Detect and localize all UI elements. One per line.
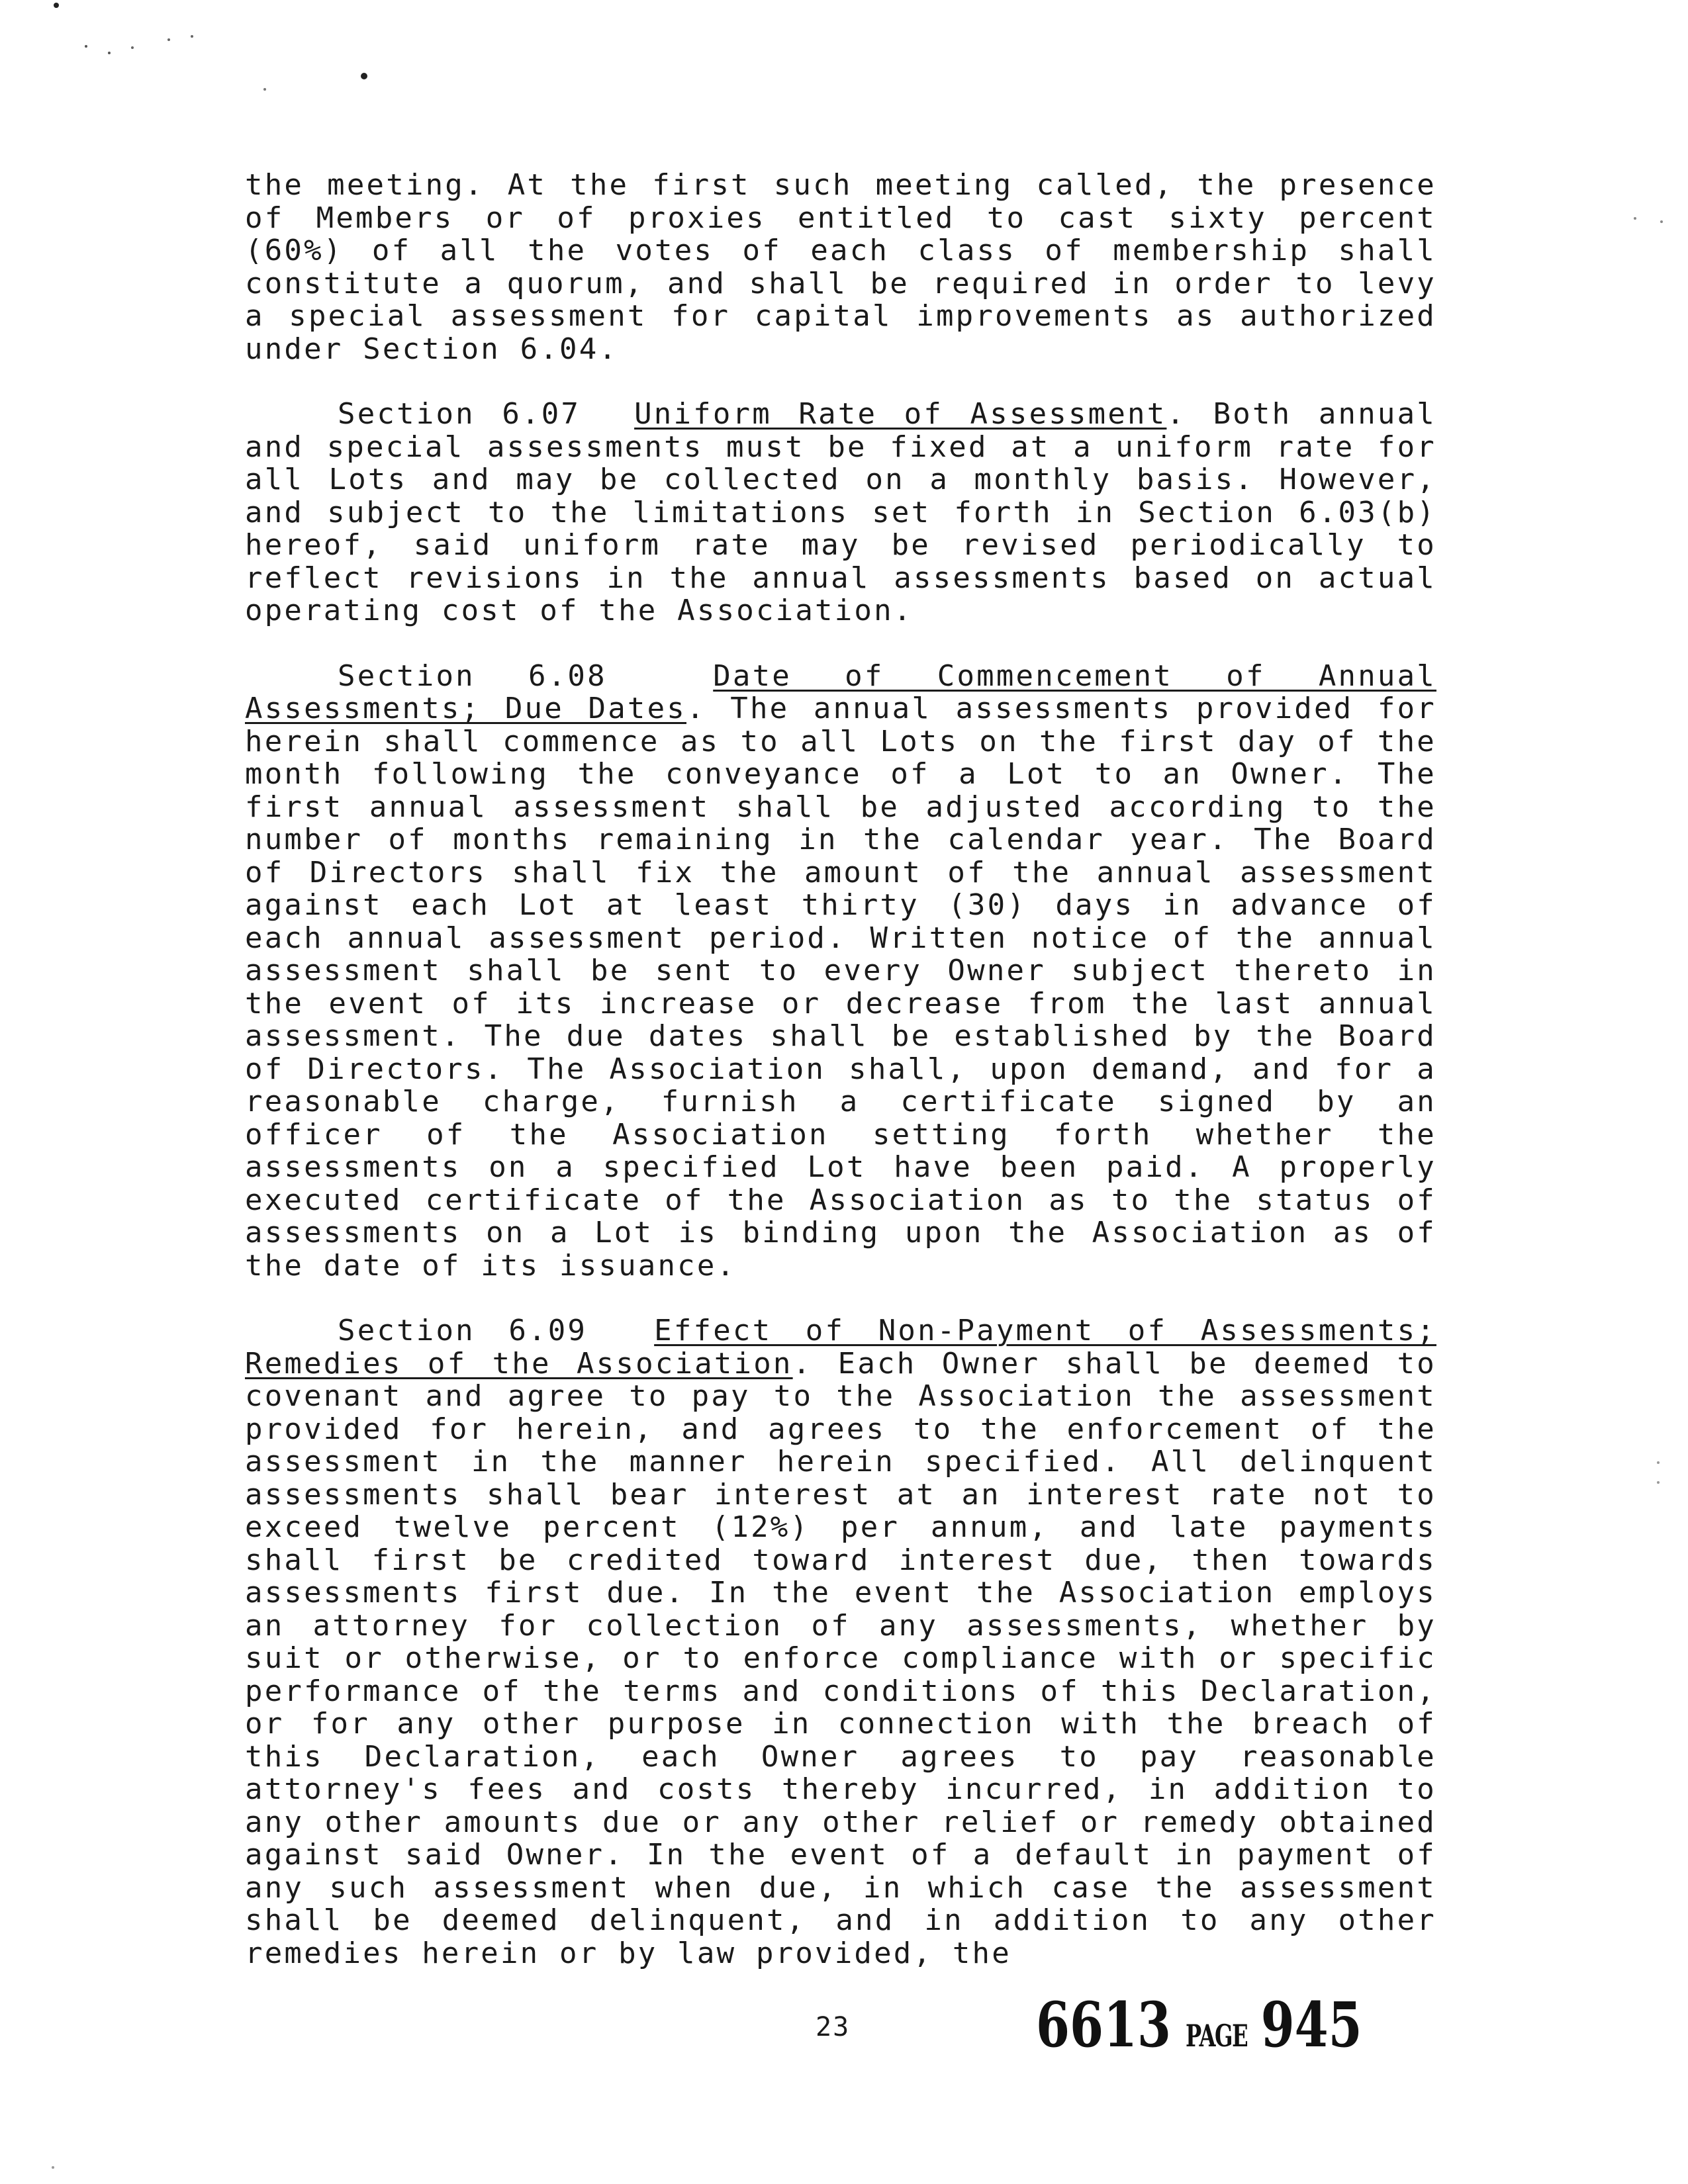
paragraph-text: the meeting. At the first such meeting called, the presence of Members or of proxies entitled to cast sixty percent (60%) of all the votes of each class of membership shall constitute a quorum, and shall be required in order to levy a special assessment for capital improvements as authorized under Section 6.04.: [245, 168, 1436, 366]
section-6-09: [245, 1314, 1436, 1970]
section-heading: Effect of Non-Payment of Assessments; Remedies of the Association: [245, 1314, 1436, 1381]
section-6-07: [245, 398, 1436, 627]
section-heading: Uniform Rate of Assessment: [634, 397, 1167, 431]
section-number: Section 6.08: [338, 659, 607, 693]
section-6-08: [245, 660, 1436, 1283]
section-text: . Each Owner shall be deemed to covenant and agree to pay to the Association the assessment provided for herein, and agrees to the enforcement of the assessment in the manner herein specified. All delinquent assessments shall bear interest at an interest rate not to exceed twelve percent (12%) per annum, and late payments shall first be credited toward interest due, then towards assessments first due. In the event the Association employs an attorney for collection of any assessments, whether by suit or otherwise, or to enforce compliance with or specific performance of the terms and conditions of this Declaration, or for any other purpose in connection with the breach of this Declaration, each Owner agrees to pay reasonable attorney's fees and costs thereby incurred, in addition to any other amounts due or any other relief or remedy obtained against said Owner. In the event of a default in payment of any such assessment when due, in which case the assessment shall be deemed delinquent, and in addition to any other remedies herein or by law provided, the: [245, 1346, 1436, 1970]
book-number: 6613: [1036, 1989, 1172, 2062]
section-text: . The annual assessments provided for herein shall commence as to all Lots on the first day of the month following the conveyance of a Lot to an Owner. The first annual assessment shall be adjusted according to the number of months remaining in the calendar year. The Board of Directors shall fix the amount of the annual assessment against each Lot at least thirty (30) days in advance of each annual assessment period. Written notice of the annual assessment shall be sent to every Owner subject thereto in the event of its increase or decrease from the last annual assessment. The due dates shall be established by the Board of Directors. The Association shall, upon demand, and for a reasonable charge, furnish a certificate signed by an officer of the Association setting forth whether the assessments on a specified Lot have been paid. A properly executed certificate of the Association as to the status of assessments on a Lot is binding upon the Association as of the date of its issuance.: [245, 692, 1436, 1283]
page-label: PAGE: [1186, 2018, 1248, 2054]
recording-stamp: [1036, 1989, 1376, 2062]
section-text: . Both annual and special assessments must be fixed at a uniform rate for all Lots and may be collected on a monthly basis. However, and subject to the limitations set forth in Section 6.03(b) hereof, said uniform rate may be revised periodically to reflect revisions in the annual assessments based on actual operating cost of the Association.: [245, 397, 1436, 627]
section-number: Section 6.07: [338, 397, 581, 431]
recording-page-number: 945: [1260, 1989, 1362, 2062]
page-number: 23: [816, 2012, 851, 2042]
paragraph-meeting-quorum: [245, 169, 1436, 365]
document-body: [245, 169, 1436, 1970]
section-number: Section 6.09: [338, 1314, 588, 1347]
section-heading: Date of Commencement of Annual Assessments; Due Dates: [245, 659, 1436, 725]
